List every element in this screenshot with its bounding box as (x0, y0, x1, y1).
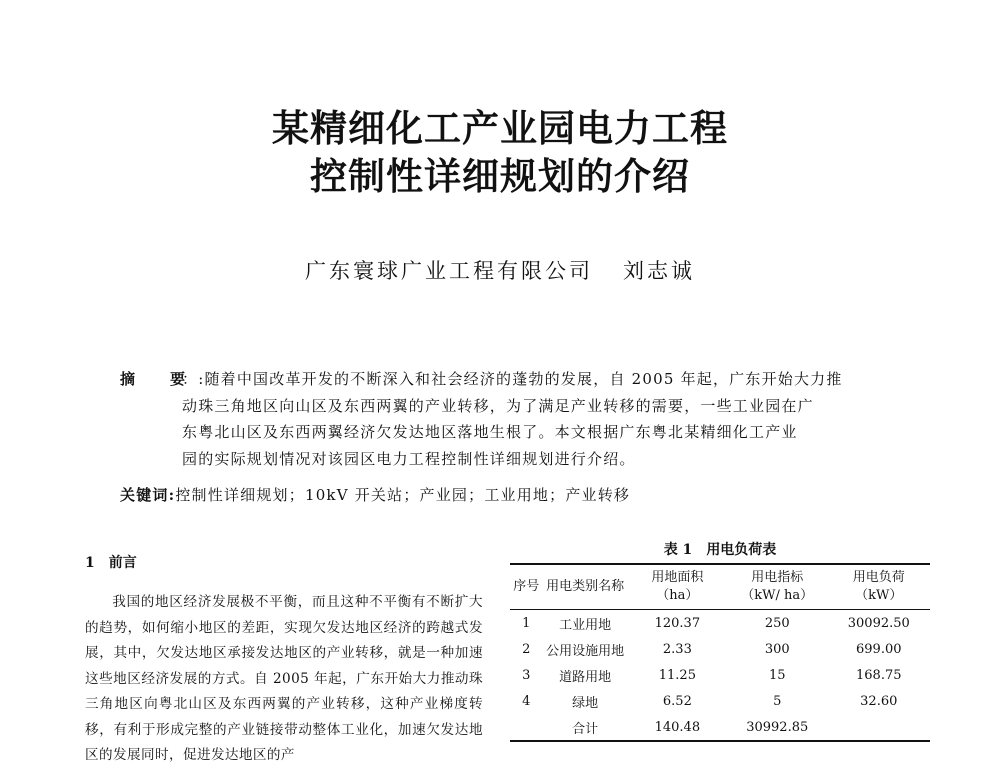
abstract-line: ：:随着中国改革开发的不断深入和社会经济的蓬勃的发展，自 2005 年起，广东开始大力推 (182, 370, 843, 388)
keywords-label: 关键词: (120, 486, 176, 504)
section-title: 前言 (108, 555, 137, 571)
cell-seq: 1 (522, 615, 531, 631)
cell-area: 120.37 (654, 615, 701, 631)
paper-title-line-2: 控制性详细规划的介绍 (310, 154, 690, 198)
table-row (510, 610, 930, 637)
cell-index: 5 (773, 693, 782, 709)
header-index-label: 用电指标 (751, 570, 804, 585)
cell-category: 绿地 (572, 695, 599, 711)
cell-area: 2.33 (662, 641, 692, 657)
author-affiliation: 广东寰球广业工程有限公司 (305, 259, 593, 283)
total-load (828, 714, 930, 741)
total-index: 30992.85 (746, 719, 809, 735)
cell-category: 工业用地 (559, 617, 612, 633)
cell-index: 250 (764, 615, 790, 631)
table-title: 用电负荷表 (706, 542, 777, 558)
abstract-label: 摘 要 (120, 370, 196, 388)
cell-category: 公用设施用地 (546, 643, 625, 659)
table-row (510, 636, 930, 662)
abstract (120, 366, 885, 472)
cell-area: 6.52 (662, 693, 692, 709)
author-name: 刘志诚 (623, 259, 695, 283)
cell-seq: 3 (522, 667, 531, 683)
header-area (628, 564, 727, 610)
section-paragraph: 我国的地区经济发展极不平衡，而且这种不平衡有不断扩大的趋势，如何缩小地区的差距，实现欠发达地区经济的跨越式发展，其中，欠发达地区承接发达地区的产业转移，就是一种加速这些地区经济发展的方式。自 2005 年起，广东开始大力推动珠三角地区向粤北山区及东西两翼的产业转移，这种产业梯度转移，有利于形成完整的产业链接带动整体工业化，加速欠发达地区的发展同时，促进发达地区的产 (85, 594, 483, 763)
cell-load: 32.60 (860, 693, 898, 709)
cell-area: 11.25 (658, 667, 696, 683)
header-load-unit: （kW） (855, 588, 903, 603)
table-caption (510, 539, 930, 559)
cell-seq: 4 (522, 693, 531, 709)
abstract-line: 东粤北山区及东西两翼经济欠发达地区落地生根了。本文根据广东粤北某精细化工产业 (182, 423, 798, 441)
load-table (510, 563, 930, 742)
header-load (828, 564, 930, 610)
cell-category: 道路用地 (559, 669, 612, 685)
cell-load: 168.75 (856, 667, 902, 683)
total-label: 合计 (572, 721, 599, 737)
keywords-text: 控制性详细规划；10kV 开关站；产业园；工业用地；产业转移 (175, 486, 631, 504)
cell-load: 30092.50 (847, 615, 910, 631)
cell-seq: 2 (522, 641, 531, 657)
abstract-line: 园的实际规划情况对该园区电力工程控制性详细规划进行介绍。 (182, 449, 636, 468)
cell-load: 699.00 (856, 641, 902, 657)
abstract-line: 动珠三角地区向山区及东西两翼的产业转移，为了满足产业转移的需要，一些工业园在广 (182, 396, 814, 415)
abstract-body (120, 366, 885, 472)
author-line (0, 255, 1000, 285)
paper-title-line-1: 某精细化工产业园电力工程 (272, 106, 728, 150)
header-load-label: 用电负荷 (852, 570, 905, 585)
keywords (120, 484, 885, 505)
header-area-unit: （ha） (656, 588, 699, 603)
header-index-unit: （kW/ ha） (741, 588, 814, 603)
table-row (510, 662, 930, 688)
total-area: 140.48 (654, 719, 701, 735)
cell-index: 300 (764, 641, 790, 657)
table-row (510, 688, 930, 714)
section-number: 1 (85, 555, 95, 571)
header-index (727, 564, 828, 610)
header-seq: 序号 (513, 579, 540, 594)
table-header-row (510, 564, 930, 610)
header-category: 用电类别名称 (546, 579, 625, 594)
header-area-label: 用地面积 (651, 570, 704, 585)
cell-index: 15 (768, 667, 786, 683)
cell-seq (510, 714, 542, 741)
table-number: 表 1 (663, 542, 693, 558)
table-total-row (510, 714, 930, 741)
section-heading (85, 552, 137, 572)
